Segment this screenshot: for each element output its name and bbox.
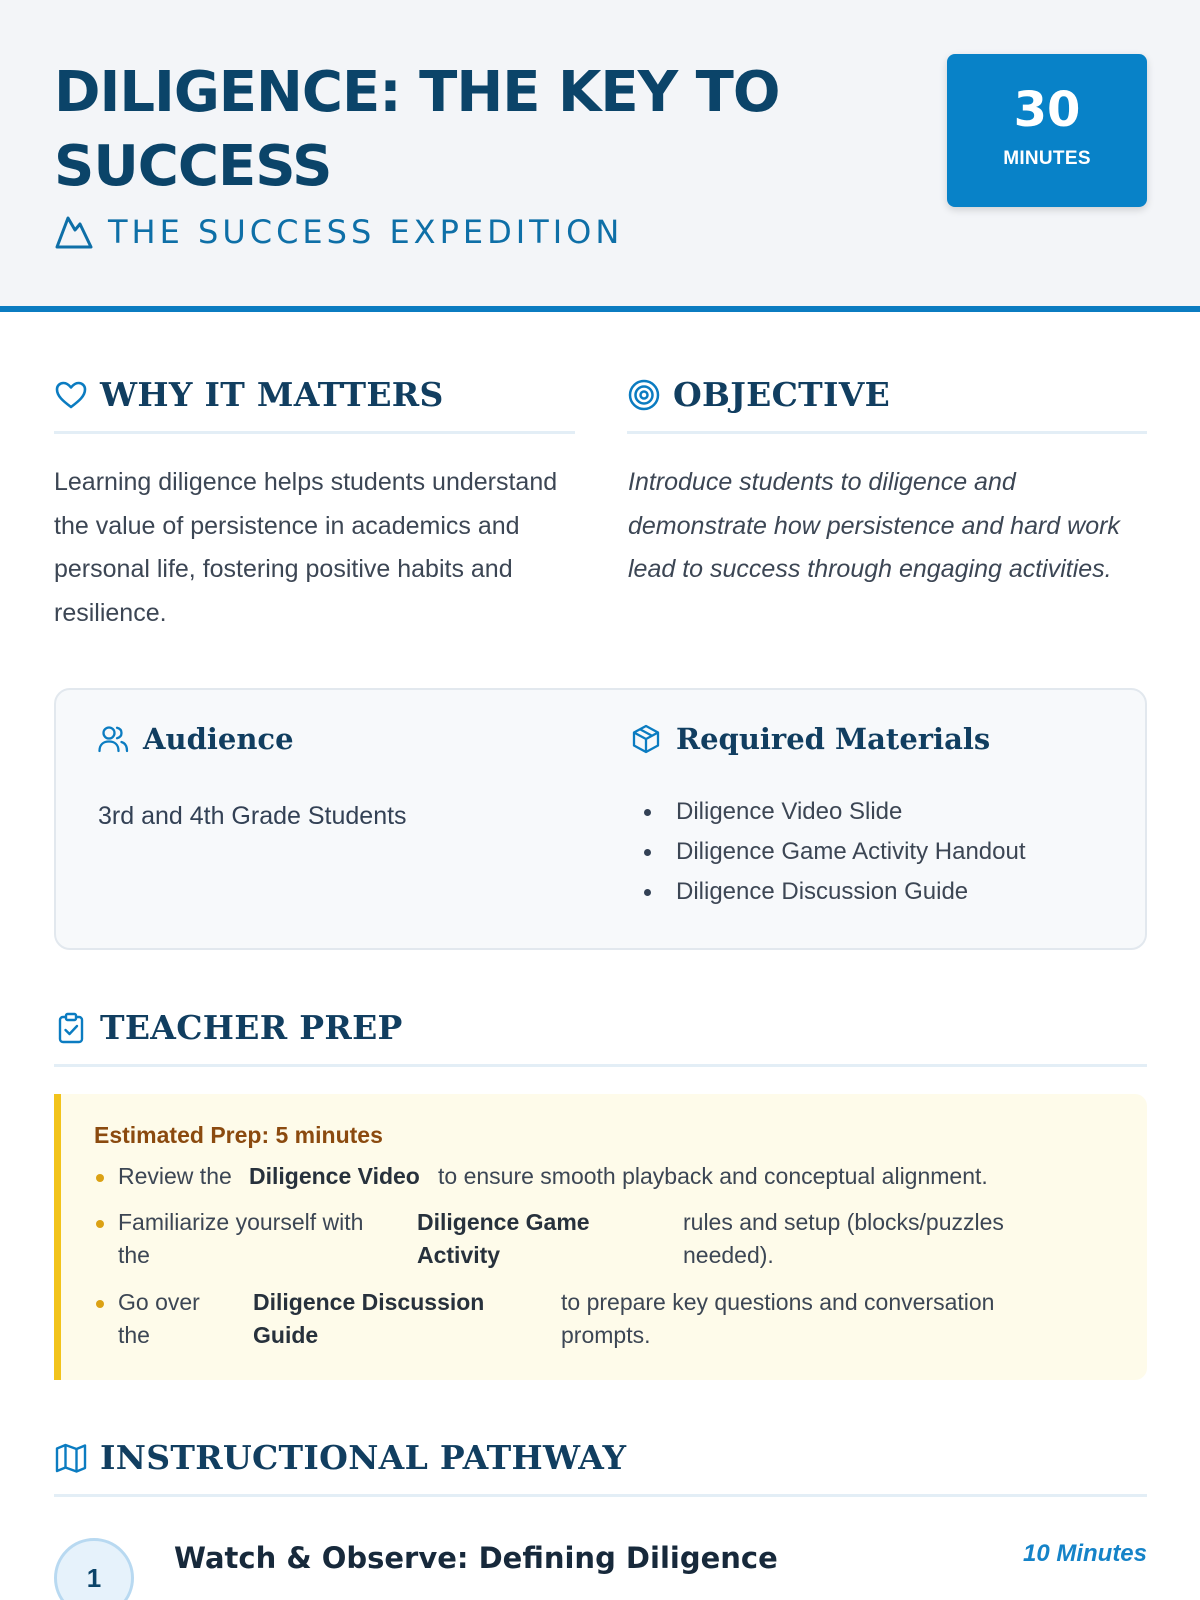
prep-item-text: rules and setup (blocks/puzzles needed).: [683, 1209, 1004, 1268]
prep-item-text: Review the: [118, 1163, 232, 1189]
duration-unit: MINUTES: [1003, 148, 1091, 169]
objective-heading: OBJECTIVE: [673, 375, 891, 414]
clipboard-check-icon: [54, 1011, 88, 1045]
step-number: 1: [54, 1538, 134, 1600]
prep-item: [94, 1286, 1134, 1354]
prep-item-text: Go over the: [118, 1289, 200, 1348]
prep-item: [94, 1160, 1134, 1194]
lesson-subtitle: [54, 212, 623, 252]
bullet-dot: [96, 1174, 104, 1182]
prep-item-bold: Diligence Video: [249, 1163, 420, 1189]
audience-materials-box: [54, 688, 1147, 950]
bullet-dot: [96, 1220, 104, 1228]
duration-value: 30: [1013, 82, 1081, 138]
lesson-header: [0, 0, 1200, 312]
map-icon: [54, 1441, 88, 1475]
step-duration: 10 Minutes: [1022, 1540, 1147, 1567]
instructional-pathway-heading: INSTRUCTIONAL PATHWAY: [100, 1438, 627, 1477]
objective-header: [627, 370, 1147, 434]
objective-text: Introduce students to diligence and demonstrate how persistence and hard work lead to success through engaging activities.: [628, 468, 1120, 583]
audience-heading: Audience: [143, 722, 294, 756]
materials-header: [630, 722, 990, 756]
step-title: Watch & Observe: Defining Diligence: [174, 1541, 778, 1575]
why-it-matters-heading: WHY IT MATTERS: [100, 375, 444, 414]
material-item: Diligence Video Slide: [640, 792, 1026, 832]
material-item: Diligence Game Activity Handout: [640, 832, 1026, 872]
prep-item: [94, 1206, 1134, 1274]
teacher-prep-header: [54, 1003, 1147, 1067]
prep-item-bold: Diligence Game Activity: [417, 1209, 590, 1268]
audience-text: 3rd and 4th Grade Students: [98, 802, 407, 830]
instructional-pathway-header: [54, 1433, 1147, 1497]
mountain-icon: [54, 214, 94, 250]
materials-heading: Required Materials: [676, 722, 991, 756]
bullet-dot: [96, 1300, 104, 1308]
teacher-prep-box: [54, 1094, 1147, 1380]
prep-item-text: to prepare key questions and conversation prompts.: [561, 1289, 995, 1348]
target-icon: [627, 378, 661, 412]
prep-item-bold: Diligence Discussion Guide: [253, 1289, 485, 1348]
users-icon: [97, 723, 129, 755]
material-item: Diligence Discussion Guide: [640, 872, 1026, 912]
materials-list: [640, 792, 1026, 912]
why-it-matters-header: [54, 370, 575, 434]
prep-item-text: to ensure smooth playback and conceptual alignment.: [438, 1163, 988, 1189]
box-icon: [630, 723, 662, 755]
prep-estimate: Estimated Prep: 5 minutes: [94, 1122, 383, 1148]
duration-badge: [947, 54, 1147, 207]
lesson-title: DILIGENCE: THE KEY TO SUCCESS: [54, 60, 780, 199]
prep-item-text: Familiarize yourself with the: [118, 1209, 364, 1268]
audience-header: [97, 722, 294, 756]
heart-icon: [54, 378, 88, 412]
subtitle-text: THE SUCCESS EXPEDITION: [108, 213, 624, 251]
why-it-matters-text: Learning diligence helps students understand the value of persistence in academics and personal life, fostering positive habits and resilience.: [54, 468, 558, 627]
teacher-prep-heading: TEACHER PREP: [100, 1008, 403, 1047]
